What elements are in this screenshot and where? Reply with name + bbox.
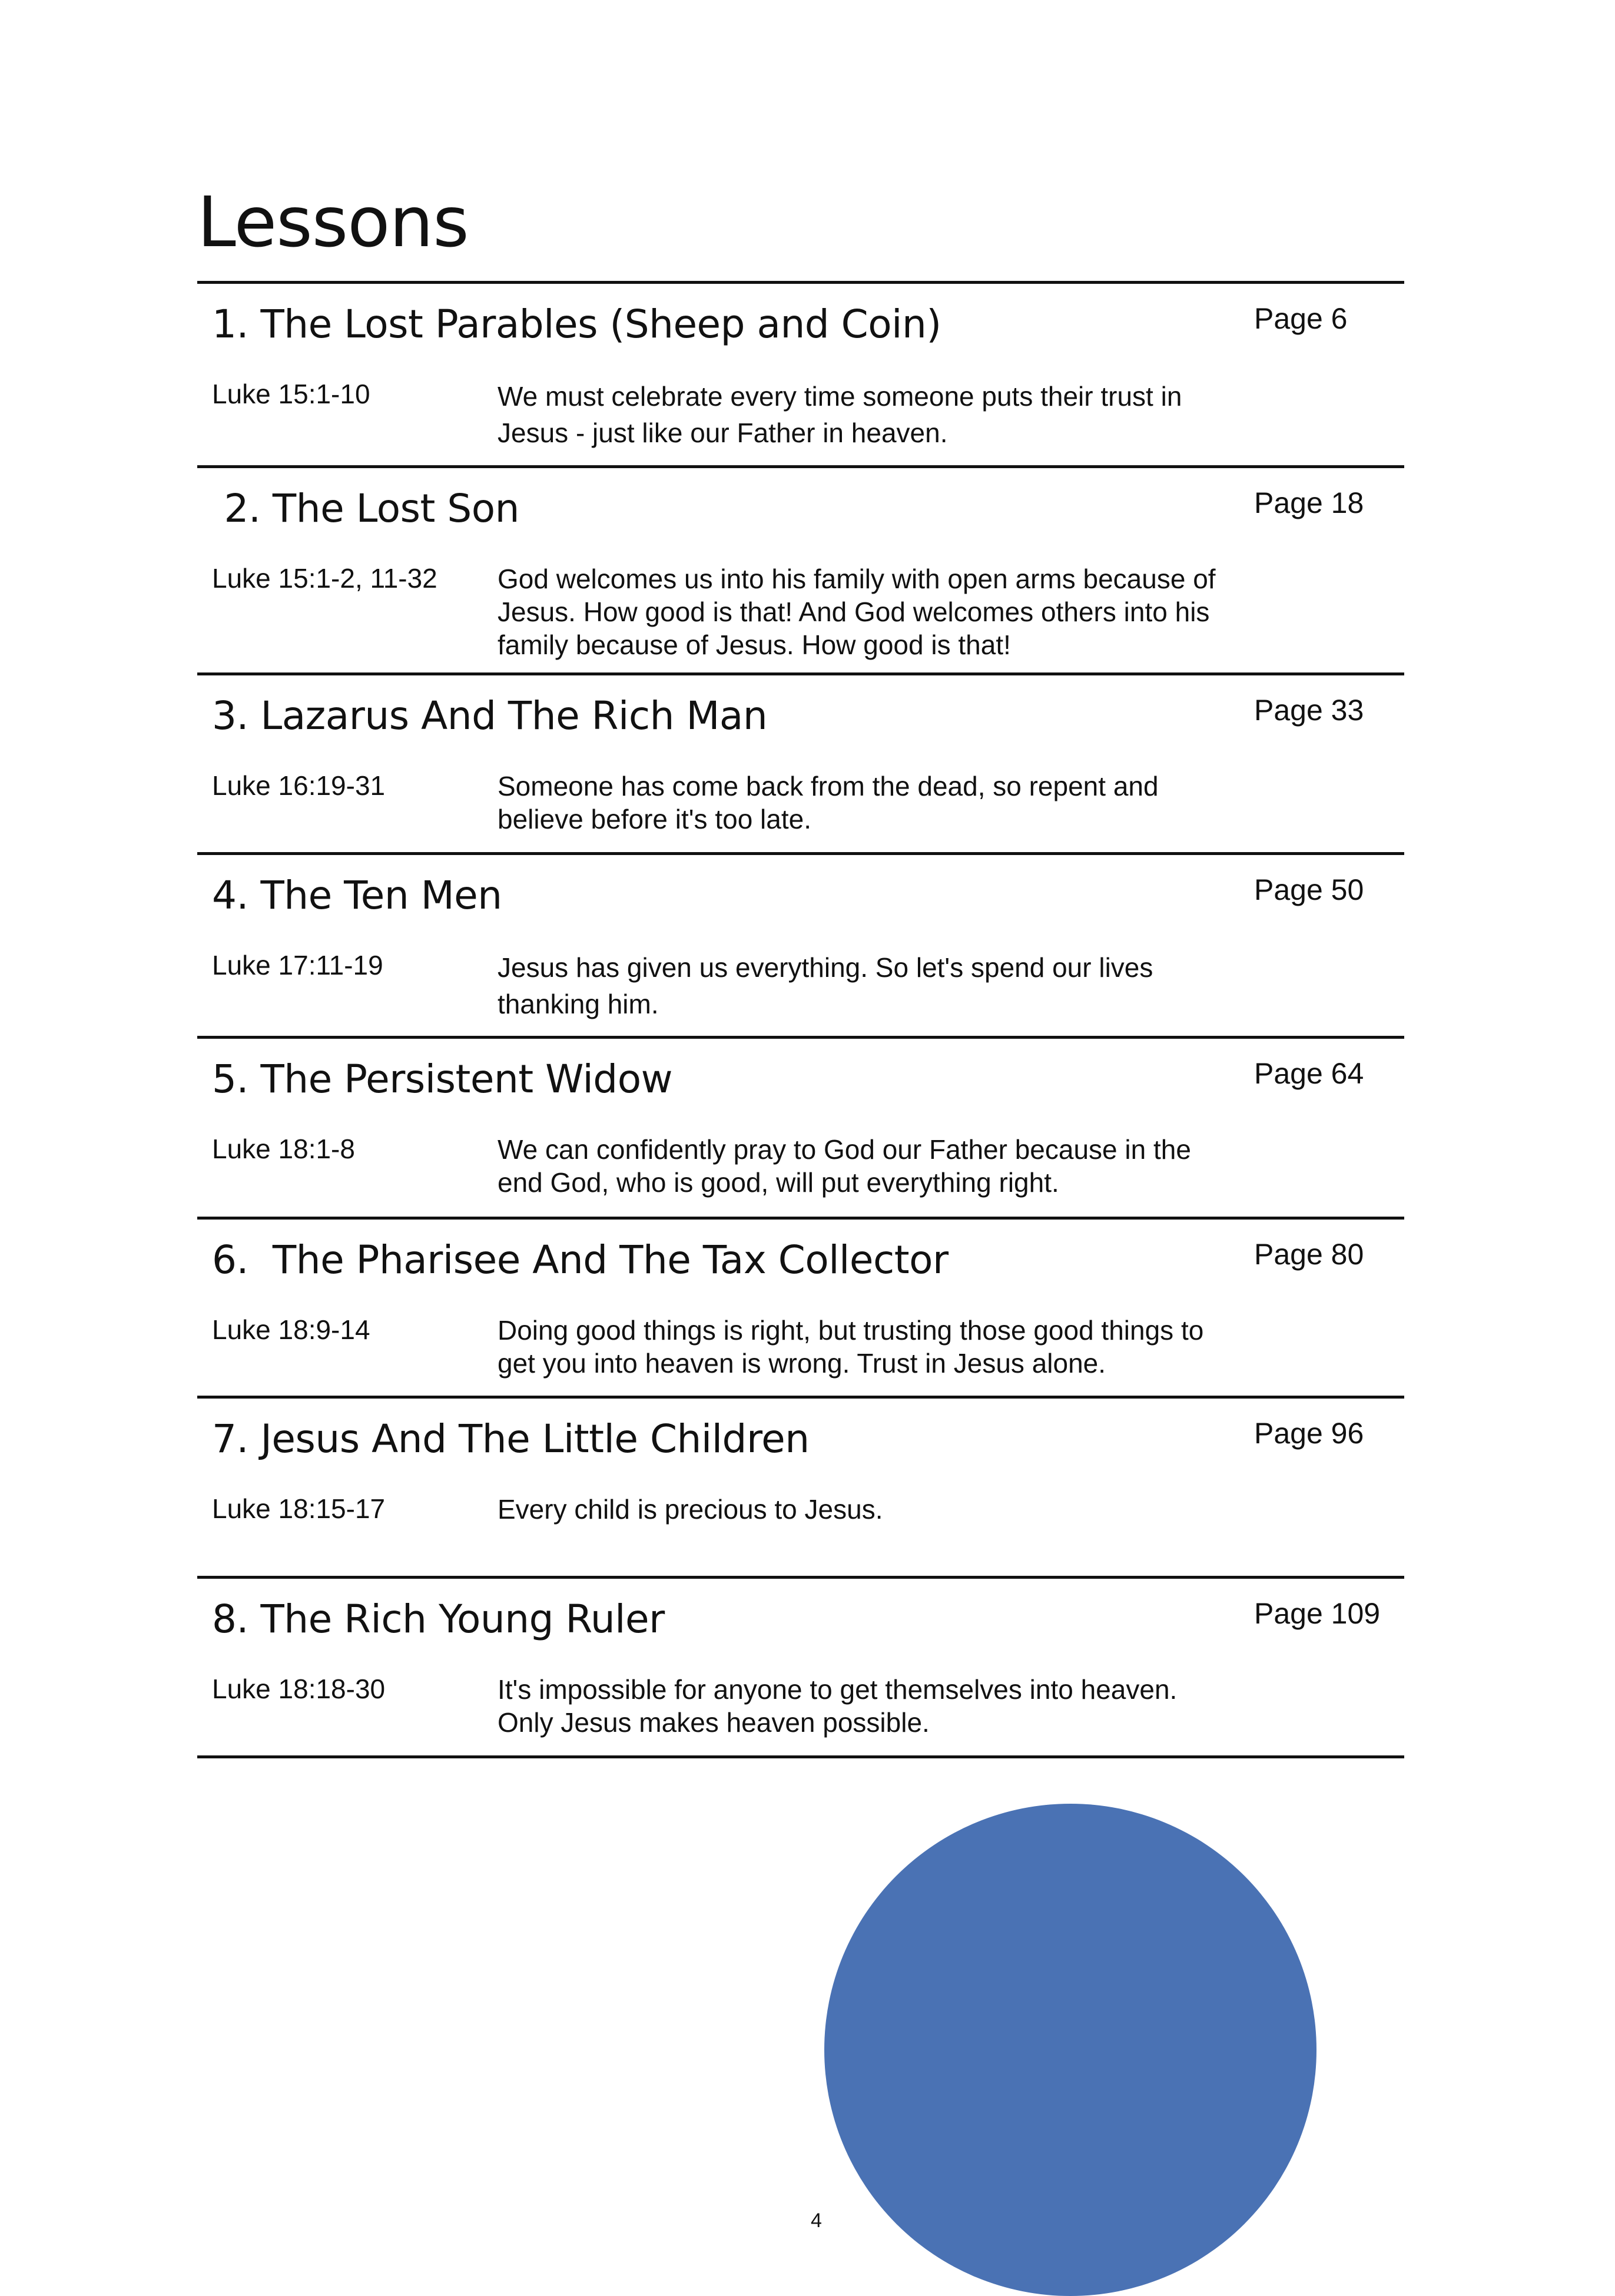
lesson-row-4 [197,855,1404,1039]
lesson-reference: Luke 18:18-30 [212,1674,386,1704]
lesson-page: Page 6 [1254,302,1348,335]
lesson-reference: Luke 18:9-14 [212,1314,370,1345]
lesson-description: Jesus has given us everything. So let's spend our lives thanking him. [498,952,1153,1019]
lesson-reference: Luke 15:1-10 [212,379,370,409]
lesson-page: Page 96 [1254,1417,1364,1450]
lesson-description: God welcomes us into his family with open arms because of Jesus. How good is that! And God welcomes others into his family because of Jesus. How good is that! [498,564,1216,660]
lesson-reference: Luke 15:1-2, 11-32 [212,563,437,594]
lesson-row-7 [197,1399,1404,1579]
lesson-page: Page 80 [1254,1238,1364,1271]
lesson-title: 3. Lazarus And The Rich Man [212,693,768,738]
lesson-row-1 [197,284,1404,468]
lesson-page: Page 18 [1254,486,1364,519]
lesson-description: Every child is precious to Jesus. [498,1494,883,1525]
lesson-row-6 [197,1220,1404,1399]
lessons-list [197,281,1404,1758]
lesson-row-5 [197,1039,1404,1220]
lesson-description: Someone has come back from the dead, so repent and believe before it's too late. [498,771,1159,834]
lesson-title: 6. The Pharisee And The Tax Collector [212,1237,949,1283]
lesson-reference: Luke 17:11-19 [212,950,383,980]
lesson-row-8 [197,1579,1404,1758]
decorative-circle [824,1804,1316,2296]
lesson-description: It's impossible for anyone to get themselves into heaven. Only Jesus makes heaven possible. [498,1674,1178,1738]
lesson-reference: Luke 18:1-8 [212,1134,355,1164]
lesson-page: Page 50 [1254,873,1364,906]
lesson-title: 1. The Lost Parables (Sheep and Coin) [212,302,941,347]
lesson-title: 4. The Ten Men [212,873,502,918]
lesson-title: 5. The Persistent Widow [212,1056,673,1102]
page-title: Lessons [197,181,469,263]
lesson-page: Page 109 [1254,1597,1381,1630]
lesson-title: 7. Jesus And The Little Children [212,1416,810,1462]
page-number: 4 [811,2209,822,2232]
lesson-row-2 [197,468,1404,675]
lesson-description: We must celebrate every time someone puts their trust in Jesus - just like our Father in heaven. [498,381,1182,448]
lesson-page: Page 33 [1254,694,1364,727]
lesson-reference: Luke 16:19-31 [212,770,386,801]
lesson-reference: Luke 18:15-17 [212,1493,386,1524]
lesson-row-3 [197,675,1404,855]
lesson-title: 2. The Lost Son [212,486,519,531]
lesson-page: Page 64 [1254,1057,1364,1090]
lesson-description: Doing good things is right, but trusting those good things to get you into heaven is wrong. Trust in Jesus alone. [498,1315,1204,1379]
lesson-title: 8. The Rich Young Ruler [212,1596,665,1642]
lesson-description: We can confidently pray to God our Father because in the end God, who is good, will put everything right. [498,1134,1191,1198]
